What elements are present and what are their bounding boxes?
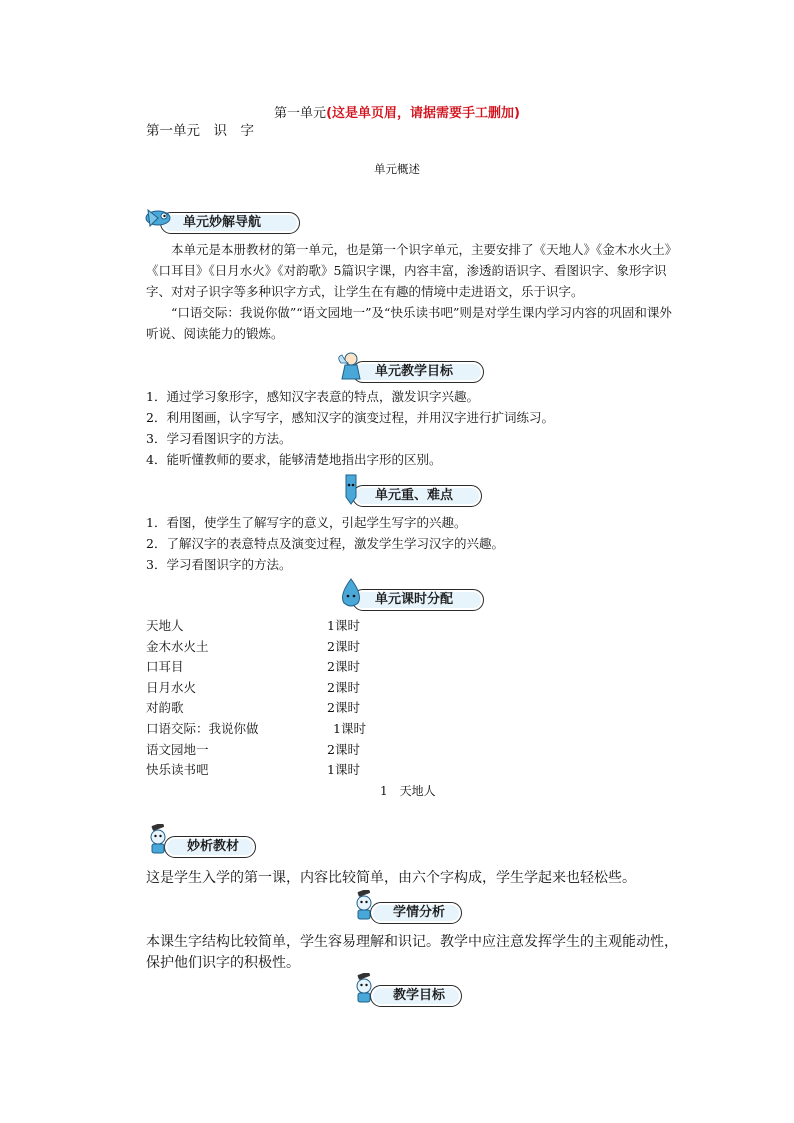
- section-learner-banner: [356, 900, 466, 922]
- page-header: [0, 102, 794, 121]
- table-row: [146, 740, 546, 761]
- banner-label: 单元重、难点: [375, 488, 454, 503]
- guide-paragraph-2: “口语交际：我说你做”“语文园地一”及“快乐读书吧”则是对学生课内学习内容的巩固和课外听说、阅读能力的锻炼。: [146, 305, 672, 341]
- drop-mascot-icon: [336, 577, 366, 609]
- section-objectives-banner: [356, 983, 466, 1005]
- table-row: [146, 637, 546, 658]
- angel-mascot-icon: [336, 349, 366, 381]
- guide-paragraph-1: 本单元是本册教材的第一单元，也是第一个识字单元，主要安排了《天地人》《金木水火土》《口耳目》《日月水火》《对韵歌》5篇识字课，内容丰富，渗透韵语识字、看图识字、象形字识字、对对子识字等多种识字方式，让学生在有趣的情境中走进语文，乐于识字。: [146, 242, 678, 299]
- lesson-hours: 2课时: [327, 638, 360, 654]
- banner-pill: [164, 836, 256, 858]
- lesson-title: 1 天地人: [380, 784, 436, 798]
- lesson-hours: 2课时: [327, 659, 360, 675]
- table-row: [146, 616, 546, 637]
- section-hours-banner: [342, 587, 492, 609]
- banner-label: 妙析教材: [187, 839, 240, 854]
- section-guide-banner: [150, 210, 310, 232]
- key-item: 2．了解汉字的表意特点及演变过程，激发学生学习汉字的兴趣。: [146, 536, 504, 551]
- section-analysis-banner: [150, 834, 260, 856]
- table-row: [146, 698, 546, 719]
- hours-table: [146, 616, 546, 781]
- table-row: [146, 657, 546, 678]
- goal-item: 2．利用图画，认字写字，感知汉字的演变过程，并用汉字进行扩词练习。: [146, 410, 554, 425]
- key-item: 1．看图，使学生了解写字的意义，引起学生写字的兴趣。: [146, 515, 467, 530]
- analysis-text: 这是学生入学的第一课，内容比较简单，由六个字构成，学生学起来也轻松些。: [146, 870, 636, 886]
- banner-pill: [352, 485, 482, 507]
- table-row: [146, 719, 546, 740]
- lesson-hours: 1课时: [327, 762, 360, 778]
- overview-title: 单元概述: [374, 162, 420, 176]
- header-prefix: 第一单元: [274, 106, 327, 121]
- banner-label: 学情分析: [393, 905, 446, 920]
- lesson-name: 快乐读书吧: [146, 762, 209, 778]
- unit-title: 第一单元 识 字: [146, 123, 254, 139]
- key-item: 3．学习看图识字的方法。: [146, 557, 292, 572]
- banner-pill: [352, 589, 484, 611]
- banner-label: 单元课时分配: [375, 592, 454, 607]
- banner-pill: [370, 902, 462, 924]
- banner-label: 单元妙解导航: [183, 215, 262, 230]
- section-goals-banner: [342, 359, 492, 381]
- lesson-name: 日月水火: [146, 679, 197, 695]
- lesson-name: 天地人: [146, 618, 184, 633]
- learner-text: 本课生字结构比较简单，学生容易理解和识记。教学中应注意发挥学生的主观能动性，保护他们识字的积极性。: [146, 934, 678, 971]
- table-row: [146, 678, 546, 699]
- banner-pill: [160, 212, 300, 234]
- pencil-mascot-icon: [336, 473, 366, 505]
- lesson-hours: 2课时: [327, 679, 360, 695]
- lesson-name: 金木水火土: [146, 638, 209, 654]
- banner-label: 教学目标: [393, 988, 446, 1003]
- lesson-hours: 1课时: [327, 618, 360, 633]
- lesson-name: 口语交际：我说你做: [146, 720, 259, 736]
- goal-item: 1．通过学习象形字，感知汉字表意的特点，激发识字兴趣。: [146, 389, 479, 404]
- lesson-name: 口耳目: [146, 659, 184, 675]
- airplane-mascot-icon: [144, 200, 174, 232]
- lesson-hours: 2课时: [327, 700, 360, 716]
- lesson-hours: 2课时: [327, 741, 360, 757]
- banner-pill: [370, 985, 462, 1007]
- banner-label: 单元教学目标: [375, 364, 454, 379]
- goal-item: 3．学习看图识字的方法。: [146, 431, 292, 446]
- lesson-name: 语文园地一: [146, 741, 209, 757]
- goal-item: 4．能听懂教师的要求，能够清楚地指出字形的区别。: [146, 452, 442, 467]
- header-note: (这是单页眉，请据需要手工删加): [326, 106, 520, 121]
- banner-pill: [352, 361, 484, 383]
- section-keys-banner: [342, 483, 492, 505]
- lesson-name: 对韵歌: [146, 700, 184, 716]
- robot-mascot-icon: [144, 824, 174, 856]
- robot-mascot-icon: [350, 973, 380, 1005]
- robot-mascot-icon: [350, 890, 380, 922]
- table-row: [146, 760, 546, 781]
- lesson-hours: 1课时: [333, 720, 366, 736]
